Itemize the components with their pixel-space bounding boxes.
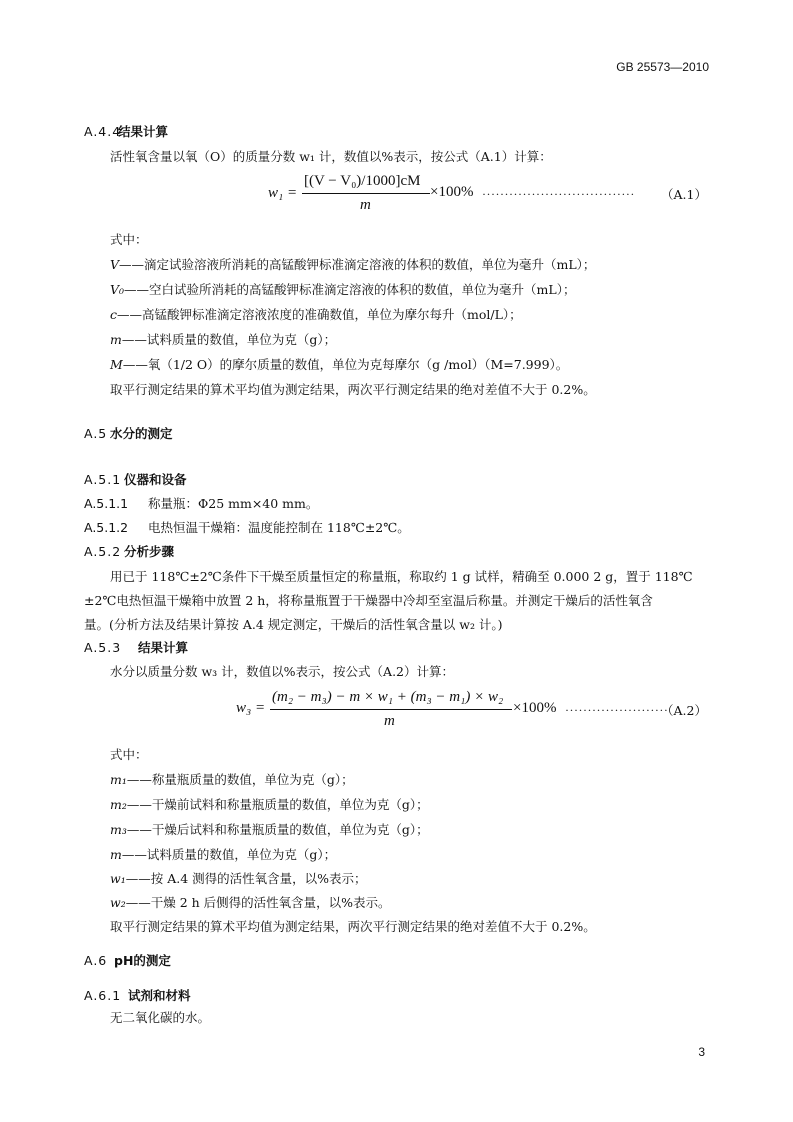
variable-def — [110, 820, 429, 838]
heading-title: 结果计算 — [118, 124, 169, 139]
variable-def — [110, 330, 336, 348]
paragraph-line: ±2℃电热恒温干燥箱中放置 2 h，将称量瓶置于干燥器中冷却至室温后称量。并测定干燥后的活性氧含 — [84, 593, 653, 608]
heading-number: A.5.1 — [84, 472, 122, 487]
formula-times: ×100% — [513, 700, 557, 716]
heading-number: A.6.1 — [84, 988, 122, 1003]
paragraph: 水分以质量分数 w₃ 计，数值以%表示，按公式（A.2）计算： — [110, 664, 454, 679]
heading-a53 — [84, 638, 188, 656]
variable-desc: ——氧（1/2 O）的摩尔质量的数值，单位为克每摩尔（g /mol）（M=7.999）。 — [122, 357, 569, 372]
where-label: 式中： — [110, 747, 148, 762]
variable-desc: ——试料质量的数值，单位为克（g）； — [121, 847, 337, 862]
heading-a51 — [84, 470, 187, 488]
heading-a5 — [84, 424, 173, 442]
formula-denominator: m — [384, 713, 395, 729]
heading-a52 — [84, 542, 174, 560]
clause-number: A.5.1.1 — [84, 496, 129, 511]
variable-def — [110, 305, 522, 323]
fraction-bar — [270, 709, 512, 710]
heading-title: 仪器和设备 — [124, 472, 187, 487]
variable-symbol: w₁ — [110, 871, 126, 886]
variable-desc: ——干燥后试料和称量瓶质量的数值，单位为克（g）； — [126, 822, 429, 837]
variable-desc: ——干燥 2 h 后侧得的活性氧含量，以%表示。 — [125, 895, 391, 910]
heading-title: 分析步骤 — [124, 544, 175, 559]
heading-number: A.5 — [84, 426, 108, 441]
paragraph: 取平行测定结果的算术平均值为测定结果，两次平行测定结果的绝对差值不大于 0.2%。 — [110, 382, 596, 397]
formula-numerator: [(V − V₀)/1000]cM — [304, 173, 421, 189]
variable-def — [110, 893, 391, 911]
paragraph: 无二氧化碳的水。 — [110, 1010, 211, 1025]
formula-label: （A.2） — [661, 703, 707, 718]
paragraph: 取平行测定结果的算术平均值为测定结果，两次平行测定结果的绝对差值不大于 0.2%。 — [110, 919, 596, 934]
variable-desc: ——高锰酸钾标准滴定溶液浓度的准确数值，单位为摩尔每升（mol/L）； — [117, 307, 522, 322]
formula-denominator: m — [360, 197, 371, 213]
standard-number: GB 25573—2010 — [616, 60, 709, 74]
variable-def — [110, 795, 429, 813]
variable-symbol: m₂ — [110, 797, 127, 812]
variable-desc: ——试料质量的数值，单位为克（g）； — [121, 332, 337, 347]
variable-symbol: m₃ — [110, 822, 127, 837]
variable-symbol: m — [110, 847, 122, 862]
leader-dots: ·································· — [482, 187, 635, 201]
heading-a44 — [84, 122, 168, 140]
leader-dots: ······················· — [565, 703, 669, 717]
where-label: 式中： — [110, 232, 148, 247]
clause-text: 称量瓶：Φ25 mm×40 mm。 — [148, 496, 319, 511]
clause-text: 电热恒温干燥箱：温度能控制在 118℃±2℃。 — [148, 520, 410, 535]
formula-label: （A.1） — [661, 187, 707, 202]
variable-desc: ——干燥前试料和称量瓶质量的数值，单位为克（g）； — [126, 797, 429, 812]
formula-times: ×100% — [430, 184, 474, 200]
variable-desc: ——称量瓶质量的数值，单位为克（g）； — [126, 772, 354, 787]
formula-numerator: (m₂ − m₃) − m × w₁ + (m₃ − m₁) × w₂ — [272, 689, 504, 705]
heading-title: 水分的测定 — [110, 426, 173, 441]
clause-a512 — [84, 518, 410, 536]
variable-def — [110, 869, 367, 887]
variable-symbol: V₀ — [110, 282, 125, 297]
variable-symbol: c — [110, 307, 118, 322]
heading-title: 结果计算 — [138, 640, 189, 655]
heading-title: pH的测定 — [114, 953, 171, 968]
paragraph-line: 量。(分析方法及结果计算按 A.4 规定测定，干燥后的活性氧含量以 w₂ 计。) — [84, 617, 503, 632]
variable-def — [110, 845, 336, 863]
clause-number: A.5.1.2 — [84, 520, 129, 535]
variable-symbol: m — [110, 332, 122, 347]
clause-a511 — [84, 494, 318, 512]
variable-desc: ——滴定试验溶液所消耗的高锰酸钾标准滴定溶液的体积的数值，单位为毫升（mL）； — [119, 257, 596, 272]
fraction-bar — [302, 193, 430, 194]
heading-number: A.4.4 — [84, 124, 122, 139]
heading-number: A.5.2 — [84, 544, 122, 559]
variable-symbol: w₂ — [110, 895, 126, 910]
heading-title: 试剂和材料 — [128, 988, 191, 1003]
heading-a6 — [84, 951, 171, 969]
variable-def — [110, 255, 595, 273]
paragraph-line: 用已于 118℃±2℃条件下干燥至质量恒定的称量瓶，称取约 1 g 试样，精确至 0.000 2 g，置于 118℃ — [110, 569, 693, 584]
variable-desc: ——空白试验所消耗的高锰酸钾标准滴定溶液的体积的数值，单位为毫升（mL）； — [124, 282, 576, 297]
page-number: 3 — [698, 1045, 705, 1059]
variable-symbol: M — [110, 357, 123, 372]
heading-number: A.6 — [84, 953, 108, 968]
paragraph: 活性氧含量以氧（O）的质量分数 w₁ 计，数值以%表示，按公式（A.1）计算： — [110, 149, 552, 164]
variable-def — [110, 770, 354, 788]
formula-lhs: w₁ = — [268, 185, 298, 201]
heading-a61 — [84, 986, 191, 1004]
variable-desc: ——按 A.4 测得的活性氧含量，以%表示； — [125, 871, 367, 886]
variable-symbol: m₁ — [110, 772, 127, 787]
variable-symbol: V — [110, 257, 120, 272]
formula-lhs: w₃ = — [236, 700, 266, 716]
variable-def — [110, 280, 575, 298]
variable-def — [110, 355, 568, 373]
heading-number: A.5.3 — [84, 640, 122, 655]
